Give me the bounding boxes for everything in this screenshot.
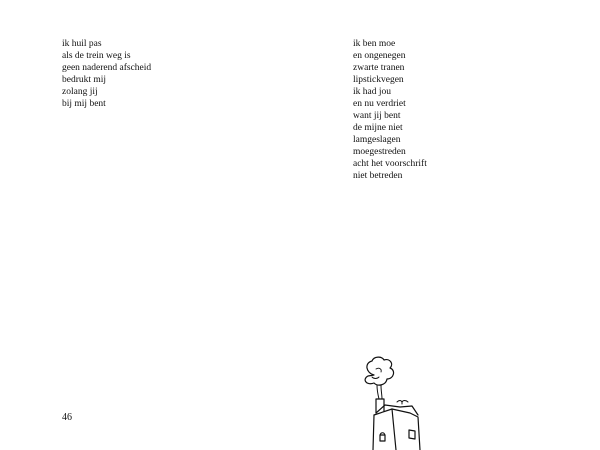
poem-line: acht het voorschrift bbox=[353, 159, 427, 169]
poem-line: ik ben moe bbox=[353, 39, 396, 49]
right-poem bbox=[353, 38, 427, 182]
poem-line: lamgeslagen bbox=[353, 135, 401, 145]
poem-line: want jij bent bbox=[353, 111, 401, 121]
bird bbox=[397, 401, 408, 405]
house-gable bbox=[392, 409, 420, 450]
house-with-smoke-illustration bbox=[352, 355, 432, 450]
poem-line: zolang jij bbox=[62, 87, 98, 97]
door bbox=[380, 435, 385, 441]
poem-line: als de trein weg is bbox=[62, 51, 131, 61]
poem-line: niet betreden bbox=[353, 171, 403, 181]
poem-line: en ongenegen bbox=[353, 51, 406, 61]
house-front bbox=[374, 409, 396, 450]
house-front-left bbox=[373, 415, 374, 450]
left-poem bbox=[62, 38, 151, 110]
poem-line: bij mij bent bbox=[62, 99, 106, 109]
poem-line: lipstickvegen bbox=[353, 75, 404, 85]
poem-line: ik huil pas bbox=[62, 39, 102, 49]
smoke-stem bbox=[377, 385, 382, 399]
poem-line: ik had jou bbox=[353, 87, 391, 97]
poem-line: moegestreden bbox=[353, 147, 406, 157]
poem-line: bedrukt mij bbox=[62, 75, 107, 85]
page-number: 46 bbox=[62, 412, 72, 423]
smoke-cloud bbox=[365, 357, 393, 385]
poem-line: de mijne niet bbox=[353, 123, 403, 133]
side-window bbox=[409, 430, 415, 439]
poem-line: geen naderend afscheid bbox=[62, 63, 152, 73]
smoke-cloud-inner bbox=[372, 368, 381, 378]
chimney bbox=[376, 399, 384, 413]
poem-line: en nu verdriet bbox=[353, 99, 406, 109]
poem-line: zwarte tranen bbox=[353, 63, 405, 73]
